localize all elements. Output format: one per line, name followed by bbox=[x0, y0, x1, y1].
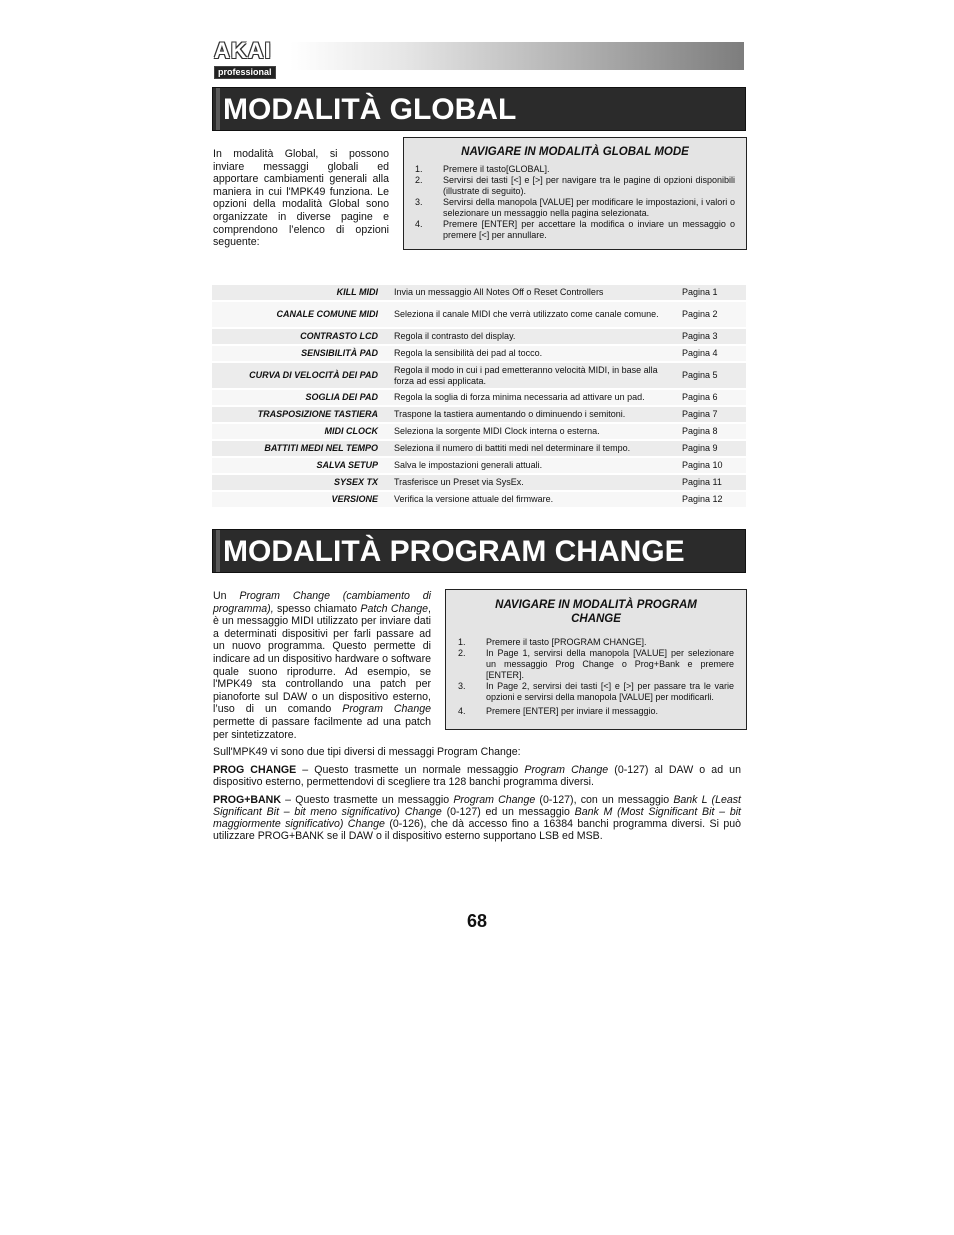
table-row: CANALE COMUNE MIDI Seleziona il canale MIDI che verrà utilizzato come canale comune. Pagina 2 bbox=[212, 302, 746, 327]
global-nav-title: NAVIGARE IN MODALITÀ GLOBAL MODE bbox=[461, 146, 689, 158]
program-change-nav-step: 1. Premere il tasto [PROGRAM CHANGE]. bbox=[458, 637, 647, 647]
global-options-table bbox=[212, 283, 746, 509]
prog-bank-text: PROG+BANK – Questo trasmette un messaggio Program Change (0-127), con un messaggio Bank L (Least Significant Bit – bit meno significativo) Change (0-127) ed un messaggio Bank M (Most Significant Bit – bit maggiormente significativo) Change (0-126), che dà accesso fino a 16384 banchi programma diversi. Si può utilizzare PROG+BANK se il DAW o il dispositivo esterno supportano LSB ed MSB. bbox=[213, 794, 742, 842]
global-nav-step: 2. Servirsi dei tasti [<] e [>] per navigare tra le pagine di opzioni disponibili (illustrate di seguito). bbox=[415, 175, 735, 196]
logo-main: AKAI bbox=[214, 38, 272, 63]
global-section-header bbox=[212, 87, 746, 131]
page-number: 68 bbox=[466, 911, 488, 931]
logo-sub: professional bbox=[214, 66, 276, 79]
table-row: VERSIONE Verifica la versione attuale del firmware. Pagina 12 bbox=[212, 492, 746, 507]
program-change-nav-title: NAVIGARE IN MODALITÀ PROGRAM CHANGE bbox=[495, 599, 697, 625]
program-change-intro-text: Un Program Change (cambiamento di programma), spesso chiamato Patch Change, è un messaggio MIDI utilizzato per inviare dati a determinati dispositivi per farli passare ad un nuovo programma. Questo permette di indicare ad un dispositivo hardware o software quale suono riprodurre. Ad esempio, se l'MPK49 sta controllando una patch per pianoforte sul DAW o un dispositivo esterno, l’uso di un comando Program Change permette di passare facilmente ad una patch per sintetizzatore. bbox=[213, 590, 431, 741]
table-row: KILL MIDI Invia un messaggio All Notes Off o Reset Controllers Pagina 1 bbox=[212, 285, 746, 300]
global-nav-steps bbox=[415, 164, 735, 241]
prog-change-text: PROG CHANGE – Questo trasmette un normale messaggio Program Change (0-127) al DAW o ad un dispositivo esterno, permettendovi di scegliere tra 128 banchi programma diversi. bbox=[213, 764, 741, 788]
header-gradient-bar bbox=[290, 42, 744, 70]
program-change-nav-box bbox=[445, 589, 747, 730]
global-nav-step: 1. Premere il tasto[GLOBAL]. bbox=[415, 164, 550, 174]
global-intro bbox=[213, 148, 389, 249]
table-row: CONTRASTO LCD Regola il contrasto del display. Pagina 3 bbox=[212, 329, 746, 344]
program-change-types-intro bbox=[213, 746, 743, 758]
prog-change-description bbox=[213, 764, 741, 788]
program-change-nav-step: 3. In Page 2, servirsi dei tasti [<] e [>] per passare tra le varie opzioni e servirsi della manopola [VALUE] per modificarli. bbox=[458, 681, 734, 702]
program-change-nav-step: 2. In Page 1, servirsi della manopola [VALUE] per selezionare un messaggio Prog Change o Prog+Bank e premere [ENTER]. bbox=[458, 648, 734, 680]
table-row: SOGLIA DEI PAD Regola la soglia di forza minima necessaria ad attivare un pad. Pagina 6 bbox=[212, 390, 746, 405]
program-change-nav-steps bbox=[458, 637, 734, 717]
program-change-intro bbox=[213, 590, 431, 741]
global-nav-step: 4. Premere [ENTER] per accettare la modifica o inviare un messaggio o premere [<] per annullare. bbox=[415, 219, 735, 240]
global-nav-box bbox=[403, 137, 747, 250]
table-row: BATTITI MEDI NEL TEMPO Seleziona il numero di battiti medi nel determinare il tempo. Pagina 9 bbox=[212, 441, 746, 456]
akai-logo bbox=[214, 38, 290, 77]
table-row: TRASPOSIZIONE TASTIERA Traspone la tastiera aumentando o diminuendo i semitoni. Pagina 7 bbox=[212, 407, 746, 422]
program-change-title: MODALITÀ PROGRAM CHANGE bbox=[223, 535, 685, 568]
table-row: SENSIBILITÀ PAD Regola la sensibilità dei pad al tocco. Pagina 4 bbox=[212, 346, 746, 361]
global-nav-step: 3. Servirsi della manopola [VALUE] per modificare le impostazioni, i valori o selezionare un messaggio nella pagina selezionata. bbox=[415, 197, 735, 218]
global-title: MODALITÀ GLOBAL bbox=[223, 93, 517, 126]
table-row: MIDI CLOCK Seleziona la sorgente MIDI Clock interna o esterna. Pagina 8 bbox=[212, 424, 746, 439]
program-change-section-header bbox=[212, 529, 746, 573]
table-row: CURVA DI VELOCITÀ DEI PAD Regola il modo in cui i pad emetteranno velocità MIDI, in base alla forza ad essi applicata. Pagina 5 bbox=[212, 363, 746, 388]
global-intro-text: In modalità Global, si possono inviare messaggi globali ed apportare cambiamenti generali alla maniera in cui l'MPK49 funziona. Le opzioni della modalità Global sono organizzate in diverse pagine e comprendono l’elenco di opzioni seguente: bbox=[213, 148, 389, 249]
types-intro-text: Sull'MPK49 vi sono due tipi diversi di messaggi Program Change: bbox=[213, 746, 521, 758]
program-change-nav-step: 4. Premere [ENTER] per inviare il messaggio. bbox=[458, 706, 659, 716]
table-row: SALVA SETUP Salva le impostazioni generali attuali. Pagina 10 bbox=[212, 458, 746, 473]
table-row: SYSEX TX Trasferisce un Preset via SysEx. Pagina 11 bbox=[212, 475, 746, 490]
prog-bank-description bbox=[213, 794, 741, 842]
